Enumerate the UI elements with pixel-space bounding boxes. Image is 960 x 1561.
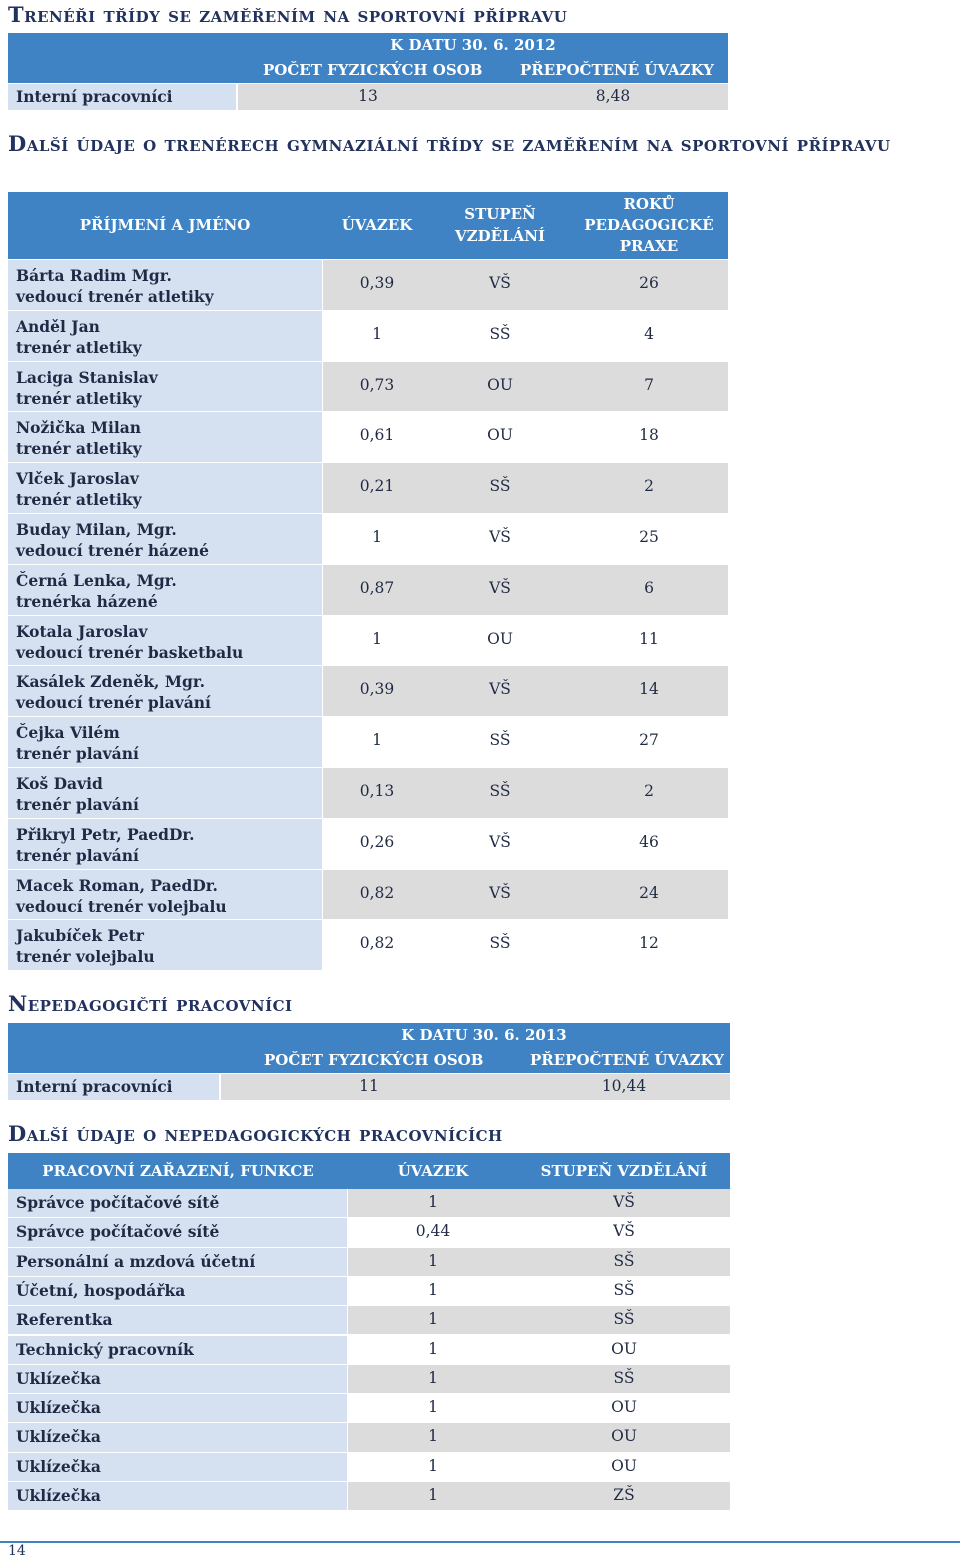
table2-person [8,568,322,614]
table2-person [8,771,322,817]
table2-praxe-value: 11 [639,629,659,648]
person-name: Laciga Stanislav [16,367,158,387]
table4-stupen-value: SŠ [613,1368,635,1387]
table2-stupen-value: OU [487,629,513,648]
table4-stupen-value: ZŠ [613,1486,635,1504]
table2-stupen-value: VŠ [489,528,511,546]
table2-uvazek-value: 0,61 [359,426,395,445]
table4-row [348,1365,730,1393]
person-role: trenérka házené [16,591,158,611]
table2-stupen-value: VŠ [489,680,511,699]
table4-uvazek-value: 1 [428,1251,438,1270]
table4-position: Uklízečka [16,1486,101,1505]
table4-header [8,1153,730,1189]
table2-uvazek-value: 0,26 [359,832,395,851]
table2-uvazek-value: 0,73 [359,375,395,394]
table3-col-fte: PŘEPOČTENÉ ÚVAZKY [530,1051,724,1069]
person-name: Kotala Jaroslav [16,621,148,641]
table2-praxe-value: 2 [644,782,654,800]
table3-count: 11 [359,1077,379,1095]
table4-position: Správce počítačové sítě [16,1222,220,1242]
table4-row [348,1218,730,1246]
table4-row [348,1453,730,1481]
table4-position: Správce počítačové sítě [16,1193,220,1212]
table4-row [348,1394,730,1422]
table2-praxe-value: 4 [644,324,654,343]
table4-uvazek-value: 1 [428,1456,438,1475]
table4-stupen-value: SŠ [613,1280,635,1299]
table1-count: 13 [358,87,378,105]
table4-position: Uklízečka [16,1456,101,1476]
table2-praxe-value: 7 [644,375,654,394]
table2-stupen-value: VŠ [489,274,511,292]
table2-col-name: PŘÍJMENÍ A JMÉNO [79,216,251,234]
footer-rule [0,1541,960,1543]
table4-uvazek-value: 1 [428,1193,438,1211]
table2-uvazek-value: 0,87 [359,578,395,597]
table2-uvazek-value: 1 [372,629,382,648]
person-role: trenér plavání [16,744,139,764]
section-title-non-teaching-details: Další údaje o nepedagogických pracovnících [8,1121,503,1146]
person-role: vedoucí trenér volejbalu [16,896,227,916]
table2-col-praxe-2: PEDAGOGICKÉ [584,216,714,234]
table4-position: Uklízečka [16,1427,101,1447]
table4-uvazek-value: 1 [428,1398,438,1417]
table2-praxe-value: 12 [639,934,659,953]
table2-uvazek-value: 1 [372,528,382,546]
table4-row [348,1189,730,1217]
table4-row [348,1336,730,1364]
table2-person [8,873,322,919]
table4-uvazek-value: 1 [428,1427,438,1446]
table2-stupen-value: SŠ [489,731,511,750]
table4-col-position: PRACOVNÍ ZAŘAZENÍ, FUNKCE [42,1162,314,1180]
table4-col-stupen: STUPEŇ VZDĚLÁNÍ [540,1162,708,1180]
table2-person [8,669,322,715]
table2-person [8,314,322,360]
table2-praxe-value: 14 [639,680,659,699]
table2-stupen-value: VŠ [489,883,511,902]
table3-date: K DATU 30. 6. 2013 [401,1026,567,1044]
table2-praxe-value: 18 [639,426,659,445]
table2-stupen-value: SŠ [489,782,511,800]
table2-row [323,616,728,666]
table4-position: Účetní, hospodářka [16,1280,186,1300]
person-role: vedoucí trenér atletiky [16,287,214,306]
person-name: Buday Milan, Mgr. [16,520,177,539]
table2-row [323,514,728,564]
table2-praxe-value: 6 [644,578,654,597]
table4-stupen-value: OU [611,1427,637,1446]
person-role: vedoucí trenér plavání [16,693,211,713]
table2-col-uvazek: ÚVAZEK [341,216,413,234]
table4-position: Referentka [16,1310,113,1330]
table4-uvazek-value: 1 [428,1339,438,1358]
person-role: trenér volejbalu [16,947,155,967]
table2-person [8,415,322,461]
table2-praxe-value: 46 [639,832,659,851]
table4-uvazek-value: 1 [428,1310,438,1329]
table2-person [8,263,322,309]
table2-uvazek-value: 0,82 [359,934,395,953]
person-name: Přikryl Petr, PaedDr. [16,824,195,844]
table3-fte: 10,44 [601,1077,647,1095]
table4-stupen-value: OU [611,1398,637,1417]
table2-col-praxe-1: ROKŮ [623,195,675,213]
person-name: Bárta Radim Mgr. [16,266,172,285]
person-name: Kasálek Zdeněk, Mgr. [16,672,205,692]
table2-person [8,720,322,766]
table2-stupen-value: OU [487,375,513,394]
table4-stupen-value: OU [611,1456,637,1475]
table2-stupen-value: SŠ [489,934,511,953]
table2-praxe-value: 2 [644,477,654,496]
person-role: trenér atletiky [16,439,142,459]
table2-stupen-value: OU [487,426,513,445]
table4-row [348,1423,730,1451]
person-role: trenér plavání [16,795,139,814]
table2-uvazek-value: 1 [372,731,382,750]
section-title-trainer-details: Další údaje o trenérech gymnaziální třídy se zaměřením na sportovní přípravu [8,131,891,156]
table2-col-stupen-2: VZDĚLÁNÍ [455,227,545,245]
table2-uvazek-value: 0,82 [359,883,395,902]
table4-row [348,1248,730,1276]
table4-uvazek-value: 0,44 [415,1222,451,1241]
table3-header [8,1023,730,1073]
person-role: trenér atletiky [16,490,142,510]
person-name: Macek Roman, PaedDr. [16,875,218,895]
table2-stupen-value: VŠ [489,578,511,597]
table1-date: K DATU 30. 6. 2012 [390,36,556,54]
table2-uvazek-value: 0,39 [359,680,395,699]
table4-col-uvazek: ÚVAZEK [397,1162,469,1180]
table2-uvazek-value: 0,39 [359,274,395,292]
table4-stupen-value: OU [611,1339,637,1358]
table2-person [8,822,322,868]
table2-praxe-value: 27 [639,731,659,750]
table2-uvazek-value: 0,13 [359,782,395,800]
table4-uvazek-value: 1 [428,1368,438,1387]
person-role: trenér atletiky [16,337,142,357]
table4-stupen-value: VŠ [613,1222,635,1241]
table1-row-values-bg [238,84,728,110]
page-number: 14 [8,1543,26,1559]
table2-praxe-value: 26 [639,274,659,292]
table2-row [323,311,728,361]
table1-row-label: Interní pracovníci [16,87,173,106]
person-name: Nožička Milan [16,418,142,438]
section-title-trainers: Trenéři třídy se zaměřením na sportovní přípravu [8,2,568,27]
table2-person [8,923,322,969]
table4-stupen-value: SŠ [613,1310,635,1329]
table2-person [8,619,322,665]
table2-person [8,466,322,512]
table4-position: Personální a mzdová účetní [16,1251,256,1271]
table4-position: Uklízečka [16,1398,101,1418]
table1-fte: 8,48 [595,87,631,105]
table2-uvazek-value: 0,21 [359,477,395,496]
table2-person [8,365,322,411]
table4-uvazek-value: 1 [428,1486,438,1504]
table2-col-stupen-1: STUPEŇ [464,205,536,223]
table4-uvazek-value: 1 [428,1280,438,1299]
table4-row [348,1277,730,1305]
person-role: vedoucí trenér basketbalu [16,642,244,662]
table2-header [8,192,728,259]
table2-person [8,517,322,563]
table1-col-fte: PŘEPOČTENÉ ÚVAZKY [520,61,714,79]
person-name: Koš David [16,774,103,793]
person-name: Čejka Vilém [16,723,120,743]
person-role: trenér atletiky [16,388,142,408]
table2-praxe-value: 25 [639,528,659,546]
table2-stupen-value: SŠ [489,324,511,343]
table4-row [348,1482,730,1510]
person-name: Anděl Jan [16,316,100,336]
table4-position: Uklízečka [16,1368,101,1388]
table2-row [323,717,728,767]
table1-header [8,33,728,83]
person-role: vedoucí trenér házené [16,541,210,560]
person-name: Jakubíček Petr [16,926,144,946]
table4-stupen-value: SŠ [613,1251,635,1270]
section-title-non-teaching: Nepedagogičtí pracovníci [8,991,293,1016]
person-name: Vlček Jaroslav [16,469,139,489]
table1-col-count: POČET FYZICKÝCH OSOB [263,61,483,79]
table2-praxe-value: 24 [639,883,659,902]
table2-stupen-value: SŠ [489,477,511,496]
table2-uvazek-value: 1 [372,324,382,343]
table3-col-count: POČET FYZICKÝCH OSOB [264,1051,484,1069]
table2-col-praxe-3: PRAXE [619,237,679,255]
table3-row-label: Interní pracovníci [16,1077,173,1096]
table3-row-values-bg [221,1074,730,1100]
person-name: Černá Lenka, Mgr. [16,570,177,590]
table4-position: Technický pracovník [16,1339,194,1359]
table4-stupen-value: VŠ [613,1193,635,1211]
table4-row [348,1306,730,1334]
person-role: trenér plavání [16,845,139,865]
table2-stupen-value: VŠ [489,832,511,851]
